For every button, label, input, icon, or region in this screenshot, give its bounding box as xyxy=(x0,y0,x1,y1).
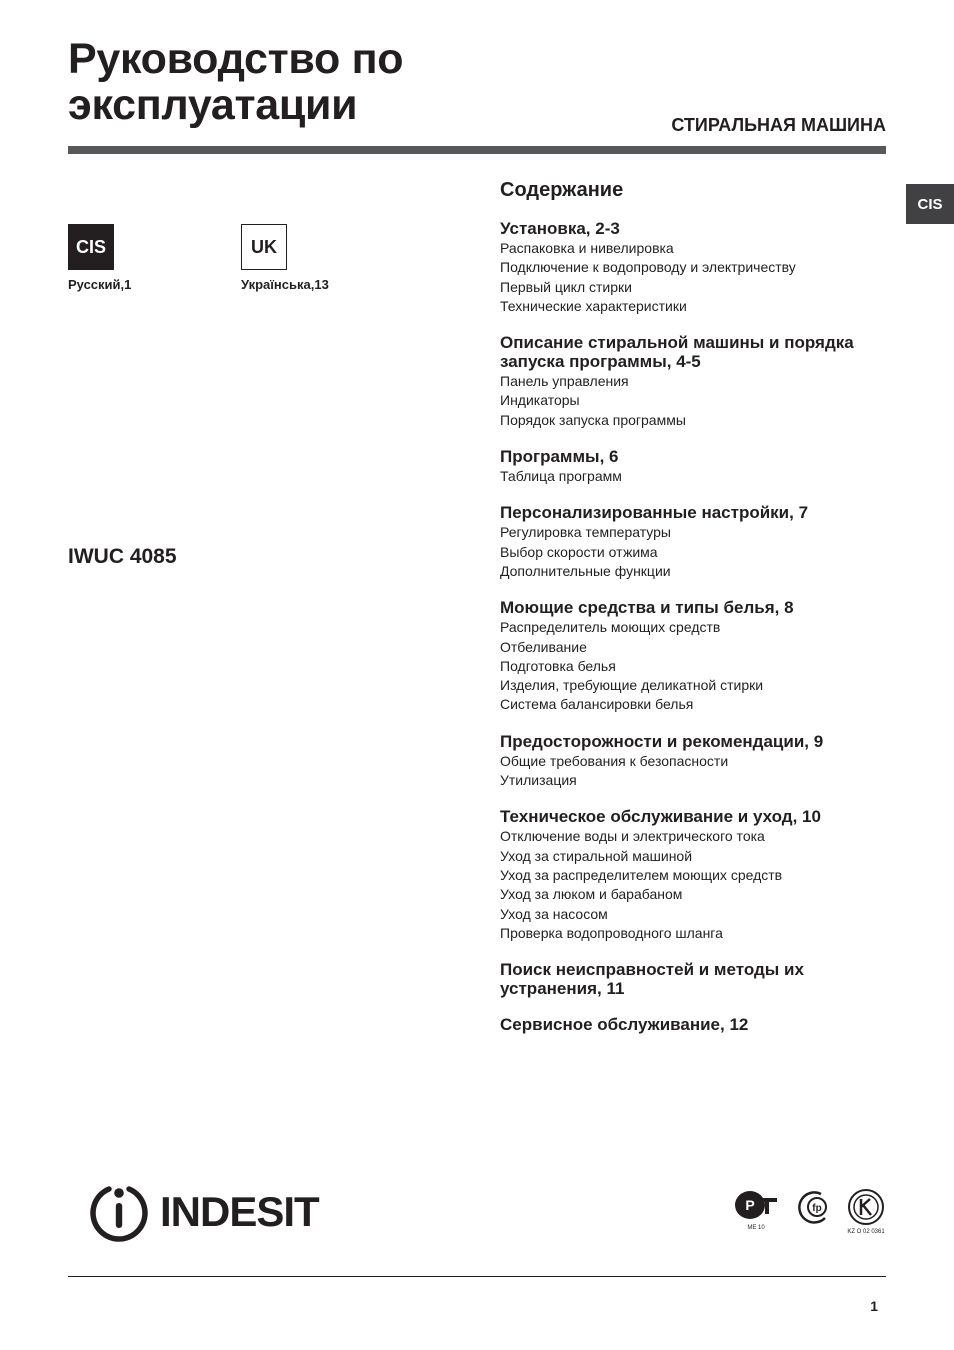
toc-item: Таблица программ xyxy=(500,468,622,485)
indesit-logo-icon xyxy=(88,1181,150,1243)
toc-section xyxy=(500,447,886,486)
certification-kz xyxy=(846,1188,886,1235)
toc-item: Распределитель моющих средств xyxy=(500,619,721,636)
toc-item: Изделия, требующие деликатной стирки xyxy=(500,677,764,694)
toc-section xyxy=(500,807,886,943)
toc-section-title: Моющие средства и типы белья, 8 xyxy=(500,598,794,618)
toc-section xyxy=(500,1015,886,1034)
toc-item: Уход за люком и барабаном xyxy=(500,886,683,903)
header-divider xyxy=(68,146,886,154)
toc-item: Утилизация xyxy=(500,772,577,789)
certification-label-kz: KZ O 02 0361 xyxy=(847,1229,885,1235)
toc-sections xyxy=(500,219,886,1034)
toc-section-title: Поиск неисправностей и методы их устранения, 11 xyxy=(500,960,804,999)
toc-item: Общие требования к безопасности xyxy=(500,752,729,769)
toc-section xyxy=(500,732,886,791)
side-tab-cis: CIS xyxy=(906,184,954,224)
toc-item: Дополнительные функции xyxy=(500,562,671,579)
page-number: 1 xyxy=(870,1298,878,1314)
table-of-contents xyxy=(500,179,886,1051)
brand-name: INDESIT xyxy=(160,1188,319,1235)
toc-item: Первый цикл стирки xyxy=(500,278,632,295)
certification-fire-safety xyxy=(793,1188,833,1226)
language-uk xyxy=(241,224,329,292)
document-title xyxy=(68,36,403,128)
toc-item: Уход за насосом xyxy=(500,905,608,922)
toc-item: Подключение к водопроводу и электричеству xyxy=(500,259,796,276)
certification-label-rst: ME 10 xyxy=(747,1225,765,1231)
language-label-uk: Українська,13 xyxy=(241,277,329,292)
toc-heading: Содержание xyxy=(500,179,624,201)
title-line-1: Руководство по xyxy=(68,35,404,83)
toc-item: Проверка водопроводного шланга xyxy=(500,924,723,941)
toc-section xyxy=(500,960,886,998)
toc-section-title: Предосторожности и рекомендации, 9 xyxy=(500,731,824,751)
toc-item: Подготовка белья xyxy=(500,657,616,674)
toc-section xyxy=(500,219,886,316)
language-cis xyxy=(68,224,131,292)
toc-item: Панель управления xyxy=(500,373,629,390)
toc-section xyxy=(500,598,886,714)
fire-safety-certification-icon xyxy=(793,1188,833,1226)
toc-item: Индикаторы xyxy=(500,392,580,409)
toc-section xyxy=(500,333,886,430)
toc-item: Отбеливание xyxy=(500,638,587,655)
indesit-logo xyxy=(88,1181,319,1243)
toc-section-title: Описание стиральной машины и порядка запуска программы, 4-5 xyxy=(500,333,854,372)
svg-text:fp: fp xyxy=(812,1203,822,1214)
toc-item: Уход за распределителем моющих средств xyxy=(500,866,783,883)
certification-rst xyxy=(733,1188,779,1231)
toc-section-title: Персонализированные настройки, 7 xyxy=(500,503,809,523)
toc-section-title: Сервисное обслуживание, 12 xyxy=(500,1015,749,1035)
product-type: СТИРАЛЬНАЯ МАШИНА xyxy=(671,115,886,135)
toc-section-title: Техническое обслуживание и уход, 10 xyxy=(500,807,821,827)
toc-item: Отключение воды и электрического тока xyxy=(500,828,765,845)
toc-item: Регулировка температуры xyxy=(500,524,671,541)
toc-section-title: Установка, 2-3 xyxy=(500,219,620,238)
toc-item: Система балансировки белья xyxy=(500,696,694,713)
rst-certification-icon xyxy=(733,1188,779,1222)
toc-section-title: Программы, 6 xyxy=(500,447,619,467)
kz-certification-icon xyxy=(846,1188,886,1226)
toc-item: Распаковка и нивелировка xyxy=(500,240,674,256)
toc-item: Технические характеристики xyxy=(500,297,687,314)
toc-item: Уход за стиральной машиной xyxy=(500,847,693,864)
svg-text:P: P xyxy=(745,1197,755,1213)
model-number: IWUC 4085 xyxy=(68,545,177,568)
language-label-cis: Русский,1 xyxy=(68,277,132,292)
language-code-uk: UK xyxy=(241,224,287,270)
title-line-2: эксплуатации xyxy=(68,81,358,129)
toc-section xyxy=(500,503,886,581)
language-code-cis: CIS xyxy=(68,224,114,270)
toc-item: Выбор скорости отжима xyxy=(500,543,658,560)
toc-item: Порядок запуска программы xyxy=(500,411,686,428)
footer-divider xyxy=(68,1276,886,1277)
